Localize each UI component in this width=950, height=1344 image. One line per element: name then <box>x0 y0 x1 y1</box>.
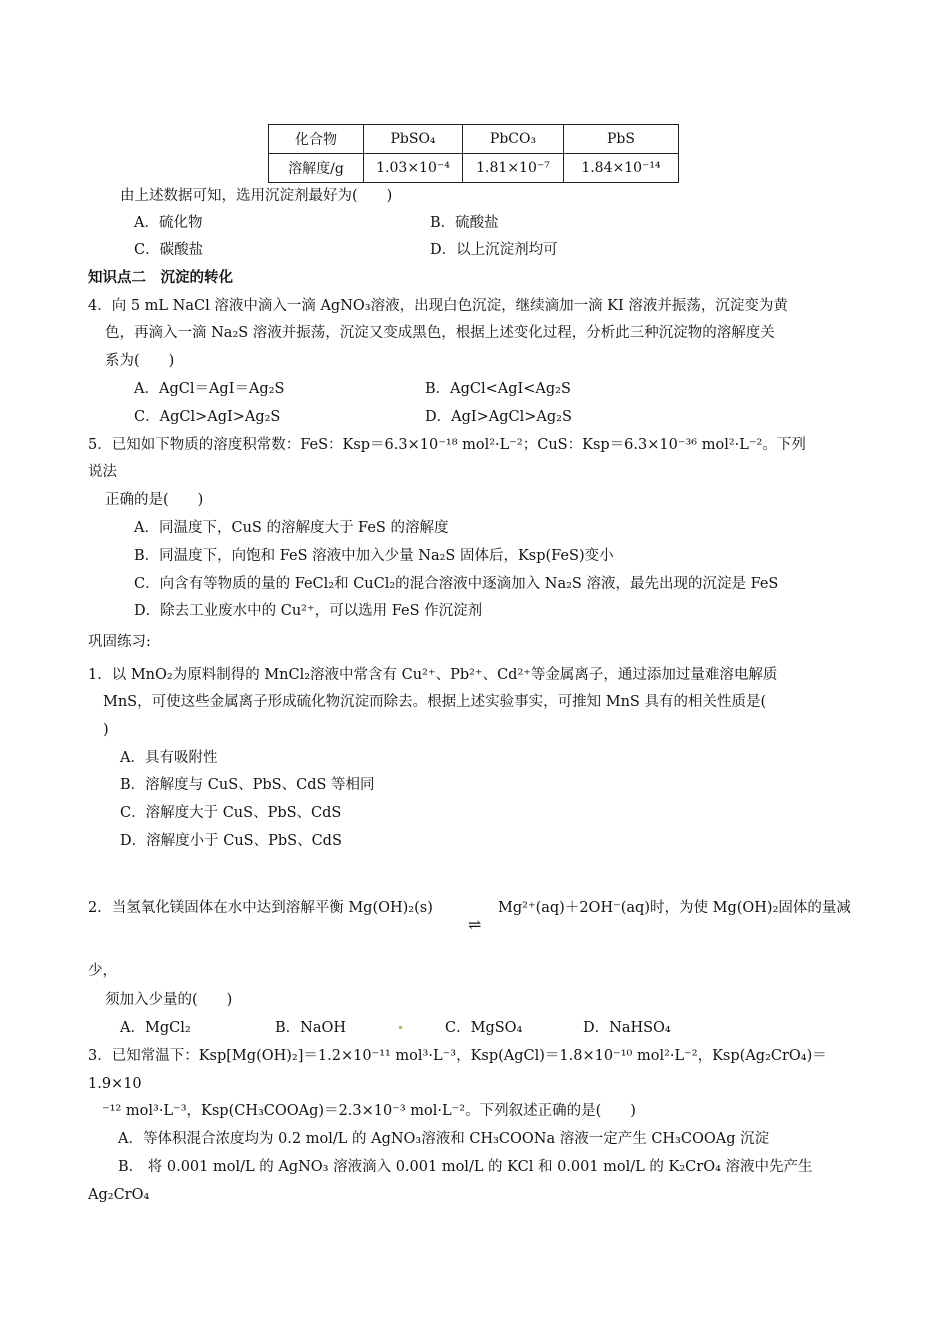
option-b: B．NaOH <box>275 1020 347 1036</box>
table-cell: PbCO₃ <box>463 125 564 154</box>
option-a: A．MgCl₂ <box>120 1020 191 1036</box>
equilibrium-arrow-icon: ⇌ <box>468 915 482 934</box>
option-b: B．同温度下，向饱和 FeS 溶液中加入少量 Na₂S 固体后，Ksp(FeS)变小 <box>134 548 614 564</box>
option-c: C．碳酸盐 <box>134 242 204 258</box>
option-b: B． 将 0.001 mol/L 的 AgNO₃ 溶液滴入 0.001 mol/L 的 KCl 和 0.001 mol/L 的 K₂CrO₄ 溶液中先产生 <box>118 1159 813 1175</box>
option-a: A．等体积混合浓度均为 0.2 mol/L 的 AgNO₃溶液和 CH₃COONa 溶液一定产生 CH₃COOAg 沉淀 <box>118 1131 770 1147</box>
option-c: C．溶解度大于 CuS、PbS、CdS <box>120 805 342 821</box>
option-c: C．向含有等物质的量的 FeCl₂和 CuCl₂的混合溶液中逐滴加入 Na₂S 溶液，最先出现的沉淀是 FeS <box>134 576 779 592</box>
option-b: B．AgCl<AgI<Ag₂S <box>425 381 571 397</box>
option-b: B．溶解度与 CuS、PbS、CdS 等相同 <box>120 777 375 793</box>
option-b: B．硫酸盐 <box>430 215 499 231</box>
question-line: 1．以 MnO₂为原料制得的 MnCl₂溶液中常含有 Cu²⁺、Pb²⁺、Cd²⁺等金属离子，通过添加过量难溶电解质 <box>88 667 778 683</box>
table-cell: 溶解度/g <box>269 154 364 183</box>
question-line: 5．已知如下物质的溶度积常数：FeS：Ksp＝6.3×10⁻¹⁸ mol²·L⁻²；CuS：Ksp＝6.3×10⁻³⁶ mol²·L⁻²。下列 <box>88 437 806 453</box>
option-a: A．硫化物 <box>134 215 203 231</box>
table-row <box>269 125 679 154</box>
question-line: 色，再滴入一滴 Na₂S 溶液并振荡，沉淀又变成黑色，根据上述变化过程，分析此三种沉淀物的溶解度关 <box>105 325 775 341</box>
section-heading: 知识点二 沉淀的转化 <box>88 270 233 286</box>
option-a: A．同温度下，CuS 的溶解度大于 FeS 的溶解度 <box>134 520 449 536</box>
question-line: ) <box>103 722 109 738</box>
question-line: 说法 <box>88 464 117 480</box>
option-d: D．除去工业废水中的 Cu²⁺，可以选用 FeS 作沉淀剂 <box>134 603 483 619</box>
question-line: 系为( ) <box>105 353 175 369</box>
question-line: 3．已知常温下：Ksp[Mg(OH)₂]＝1.2×10⁻¹¹ mol³·L⁻³，Ksp(AgCl)＝1.8×10⁻¹⁰ mol²·L⁻²，Ksp(Ag₂CrO₄)＝ <box>88 1048 827 1064</box>
table-row <box>269 154 679 183</box>
option-c: C．MgSO₄ <box>445 1020 523 1036</box>
question-line: 4．向 5 mL NaCl 溶液中滴入一滴 AgNO₃溶液，出现白色沉淀，继续滴加一滴 KI 溶液并振荡，沉淀变为黄 <box>88 298 788 314</box>
question-line: ⁻¹² mol³·L⁻³，Ksp(CH₃COOAg)＝2.3×10⁻³ mol·L⁻²。下列叙述正确的是( ) <box>102 1103 636 1119</box>
question-line: MnS，可使这些金属离子形成硫化物沉淀而除去。根据上述实验事实，可推知 MnS 具有的相关性质是( <box>103 694 767 710</box>
table-cell: 1.84×10⁻¹⁴ <box>564 154 679 183</box>
question-line: 1.9×10 <box>88 1076 142 1092</box>
table-cell: PbS <box>564 125 679 154</box>
solubility-table <box>268 124 679 183</box>
question-line: Mg²⁺(aq)＋2OH⁻(aq)时，为使 Mg(OH)₂固体的量减 <box>498 900 851 916</box>
option-b-cont: Ag₂CrO₄ <box>88 1187 150 1203</box>
table-cell: 1.03×10⁻⁴ <box>364 154 463 183</box>
table-cell: PbSO₄ <box>364 125 463 154</box>
question-stem: 由上述数据可知，选用沉淀剂最好为( ) <box>120 188 393 204</box>
option-c: C．AgCl>AgI>Ag₂S <box>134 409 281 425</box>
stray-dot <box>399 1026 402 1029</box>
question-line: 少， <box>88 963 117 979</box>
section-heading: 巩固练习: <box>88 634 151 650</box>
option-a: A．具有吸附性 <box>120 750 218 766</box>
question-line: 须加入少量的( ) <box>105 992 233 1008</box>
table-cell: 1.81×10⁻⁷ <box>463 154 564 183</box>
question-line: 2．当氢氧化镁固体在水中达到溶解平衡 Mg(OH)₂(s) <box>88 900 433 916</box>
table-cell: 化合物 <box>269 125 364 154</box>
question-line: 正确的是( ) <box>105 492 204 508</box>
option-d: D．溶解度小于 CuS、PbS、CdS <box>120 833 342 849</box>
option-d: D．AgI>AgCl>Ag₂S <box>425 409 572 425</box>
option-d: D．NaHSO₄ <box>583 1020 671 1036</box>
option-d: D．以上沉淀剂均可 <box>430 242 558 258</box>
option-a: A．AgCl＝AgI＝Ag₂S <box>134 381 285 397</box>
